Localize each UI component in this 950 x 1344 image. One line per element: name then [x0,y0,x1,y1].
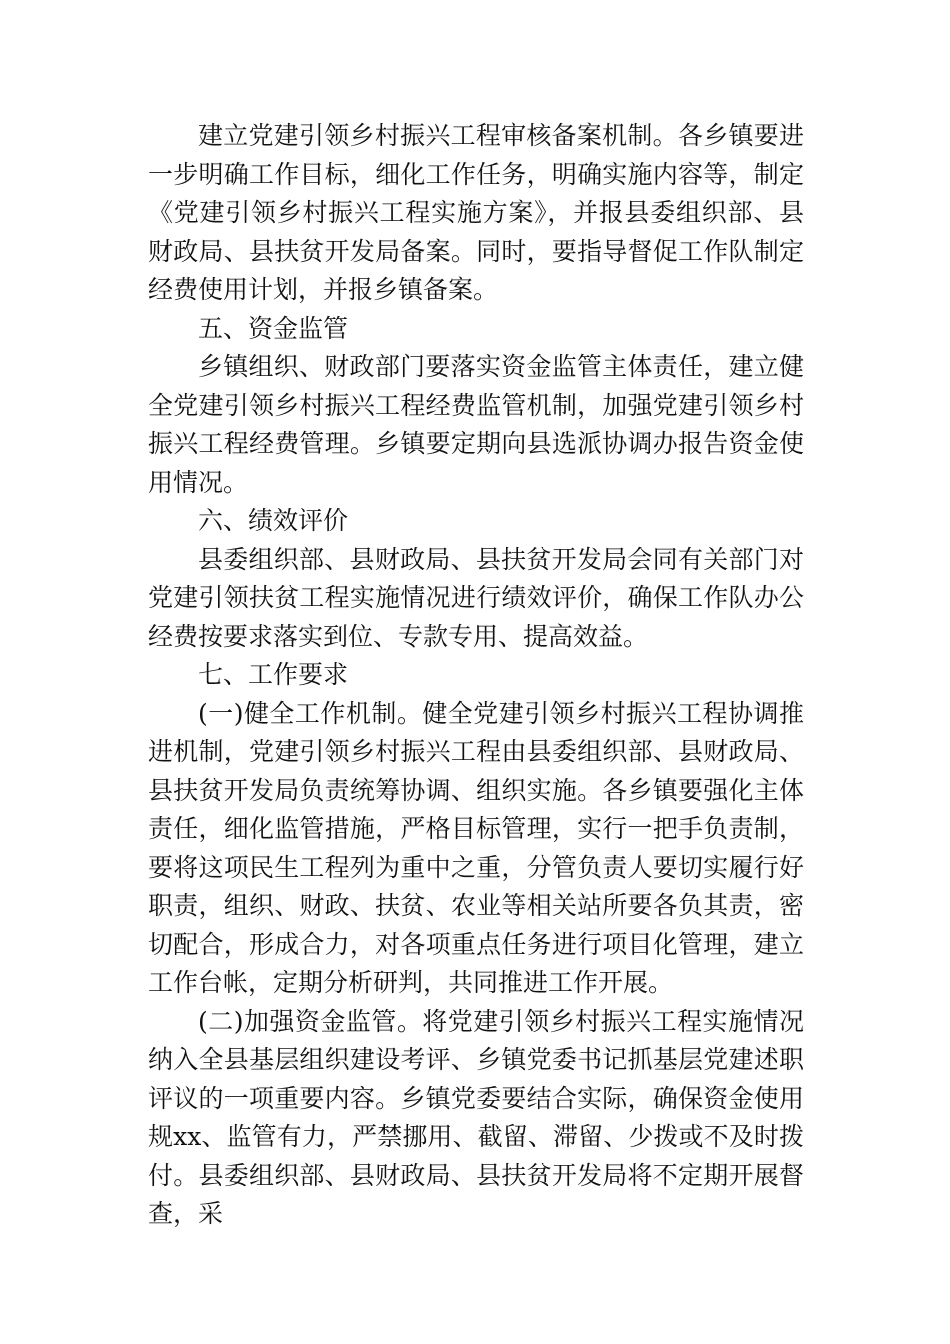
heading-fund-supervision: 五、资金监管 [198,313,349,343]
heading-performance-evaluation: 六、绩效评价 [198,506,349,535]
para-fund-supervision: 乡镇组织、财政部门要落实资金监管主体责任，建立健全党建引领乡村振兴工程经费监管机制，加强党建引领乡村振兴工程经费管理。乡镇要定期向县选派协调办报告资金使用情况。 [148,352,804,497]
document-page [148,117,804,1234]
heading-work-requirements: 七、工作要求 [198,660,349,689]
para-performance-evaluation: 县委组织部、县财政局、县扶贫开发局会同有关部门对党建引领扶贫工程实施情况进行绩效评价，确保工作队办公经费按要求落实到位、专款专用、提高效益。 [148,544,804,651]
para-audit-filing: 建立党建引领乡村振兴工程审核备案机制。各乡镇要进一步明确工作目标，细化工作任务，明确实施内容等，制定《党建引领乡村振兴工程实施方案》，并报县委组织部、县财政局、县扶贫开发局备案。同时，要指导督促工作队制定经费使用计划，并报乡镇备案。 [148,121,804,304]
para-strengthen-fund-supervision: (二)加强资金监管。将党建引领乡村振兴工程实施情况纳入全县基层组织建设考评、乡镇党委书记抓基层党建述职评议的一项重要内容。乡镇党委要结合实际，确保资金使用规xx、监管有力，严禁挪用、截留、滞留、少拨或不及时拨付。县委组织部、县财政局、县扶贫开发局将不定期开展督查，采 [148,1006,804,1228]
para-work-mechanism: (一)健全工作机制。健全党建引领乡村振兴工程协调推进机制，党建引领乡村振兴工程由县委组织部、县财政局、县扶贫开发局负责统筹协调、组织实施。各乡镇要强化主体责任，细化监管措施，严格目标管理，实行一把手负责制，要将这项民生工程列为重中之重，分管负责人要切实履行好职责，组织、财政、扶贫、农业等相关站所要各负其责，密切配合，形成合力，对各项重点任务进行项目化管理，建立工作台帐，定期分析研判，共同推进工作开展。 [148,698,804,997]
